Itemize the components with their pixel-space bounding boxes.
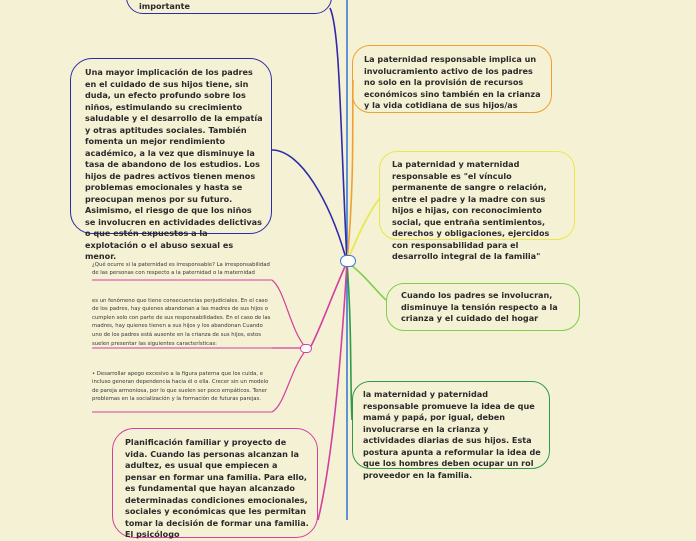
- node-vinculo-text: La paternidad y maternidad responsable es "el vínculo permanente de sangre o relación, entre el padre y la madre con sus hijos e hijas, con reconocimiento social, que entraña sentimientos, derechos y obligaciones, ejercidos con responsabilidad para el desarrollo integral de la familia": [392, 159, 550, 261]
- node-vinculo[interactable]: [379, 151, 575, 261]
- plain-question[interactable]: [92, 252, 274, 278]
- node-promueve-text: la maternidad y paternidad responsable promueve la idea de que mamá y papá, por igual, deben involucrarse en la crianza y actividades diarias de sus hijos. Esta postura apunta a reformular la idea de que los hombres deben ocupar un rol proveedor en la familia.: [363, 389, 541, 480]
- connector-vinculo: [347, 198, 380, 262]
- node-top-partial[interactable]: [126, 0, 332, 14]
- connector-involucramiento: [347, 80, 353, 262]
- node-involucramiento[interactable]: [352, 45, 552, 113]
- node-implicacion[interactable]: [70, 58, 272, 261]
- connector-sub-characteristics: [272, 350, 306, 412]
- plain-characteristics[interactable]: [92, 361, 274, 404]
- plain-characteristics-text: • Desarrollar apego excesivo a la figura paterna que los cuida, e incluso generan dependencia hacia él o ella. Crecer sin un modelo de pareja armoniosa, por lo que suelen ser poco empáticos. Tener problemas en la socialización y la formación de futuras parejas.: [92, 370, 269, 403]
- plain-phenomenon[interactable]: [92, 288, 274, 348]
- connector-planificacion: [318, 262, 347, 520]
- node-involucramiento-text: La paternidad responsable implica un involucramiento activo de los padres no solo en la provisión de recursos económicos sino también en la crianza y la vida cotidiana de sus hijos/as: [364, 54, 541, 110]
- node-tension-text: Cuando los padres se involucran, disminuye la tensión respecto a la crianza y el cuidado del hogar: [401, 290, 558, 323]
- node-planificacion-text: Planificación familiar y proyecto de vida. Cuando las personas alcanzan la adultez, es usual que empiecen a pensar en formar una familia. Para ello, es fundamental que hayan alcanzado determinadas condiciones emocionales, sociales y económicas que les permitan tomar la decisión de formar una familia. El psicólogo: [125, 437, 309, 539]
- central-topic[interactable]: [340, 255, 356, 267]
- node-planificacion[interactable]: [112, 428, 318, 538]
- node-irresponsable-hub[interactable]: [300, 344, 312, 353]
- connector-top-partial: [330, 8, 347, 262]
- node-top-partial-text: importante: [139, 1, 191, 11]
- node-implicacion-text: Una mayor implicación de los padres en el cuidado de sus hijos tiene, sin duda, un efecto profundo sobre los niños, estimulando su crecimiento saludable y el desarrollo de la empatía y otras aptitudes sociales. También fomenta un mejor rendimiento académico, a la vez que disminuye la tasa de abandono de los estudios. Los hijos de padres activos tienen menos problemas emocionales y hasta se preocupan menos por su futuro. Asimismo, el riesgo de que los niños se involucren en actividades delictivas o que estén expuestos a la explotación o el abuso sexual es menor.: [85, 67, 263, 261]
- plain-question-text: ¿Qué ocurre si la paternidad es irresponsable? La irresponsabilidad de las personas con respecto a la paternidad o la maternidad: [92, 261, 270, 277]
- connector-implicacion: [272, 150, 347, 262]
- plain-phenomenon-text: es un fenómeno que tiene consecuencias perjudiciales. En el caso de los padres, hay quienes abandonan a las madres de sus hijos o cumplen solo con parte de sus responsabilidades. En el caso de las madres, hay quienes tienen a sus hijos y los abandonan Cuando uno de los padres está ausente en la crianza de sus hijos, estos suelen presentar las siguientes características:: [92, 297, 271, 347]
- connector-tension: [347, 262, 386, 300]
- connector-sub-question: [272, 280, 306, 348]
- node-promueve[interactable]: [352, 381, 550, 480]
- node-tension[interactable]: [386, 283, 580, 331]
